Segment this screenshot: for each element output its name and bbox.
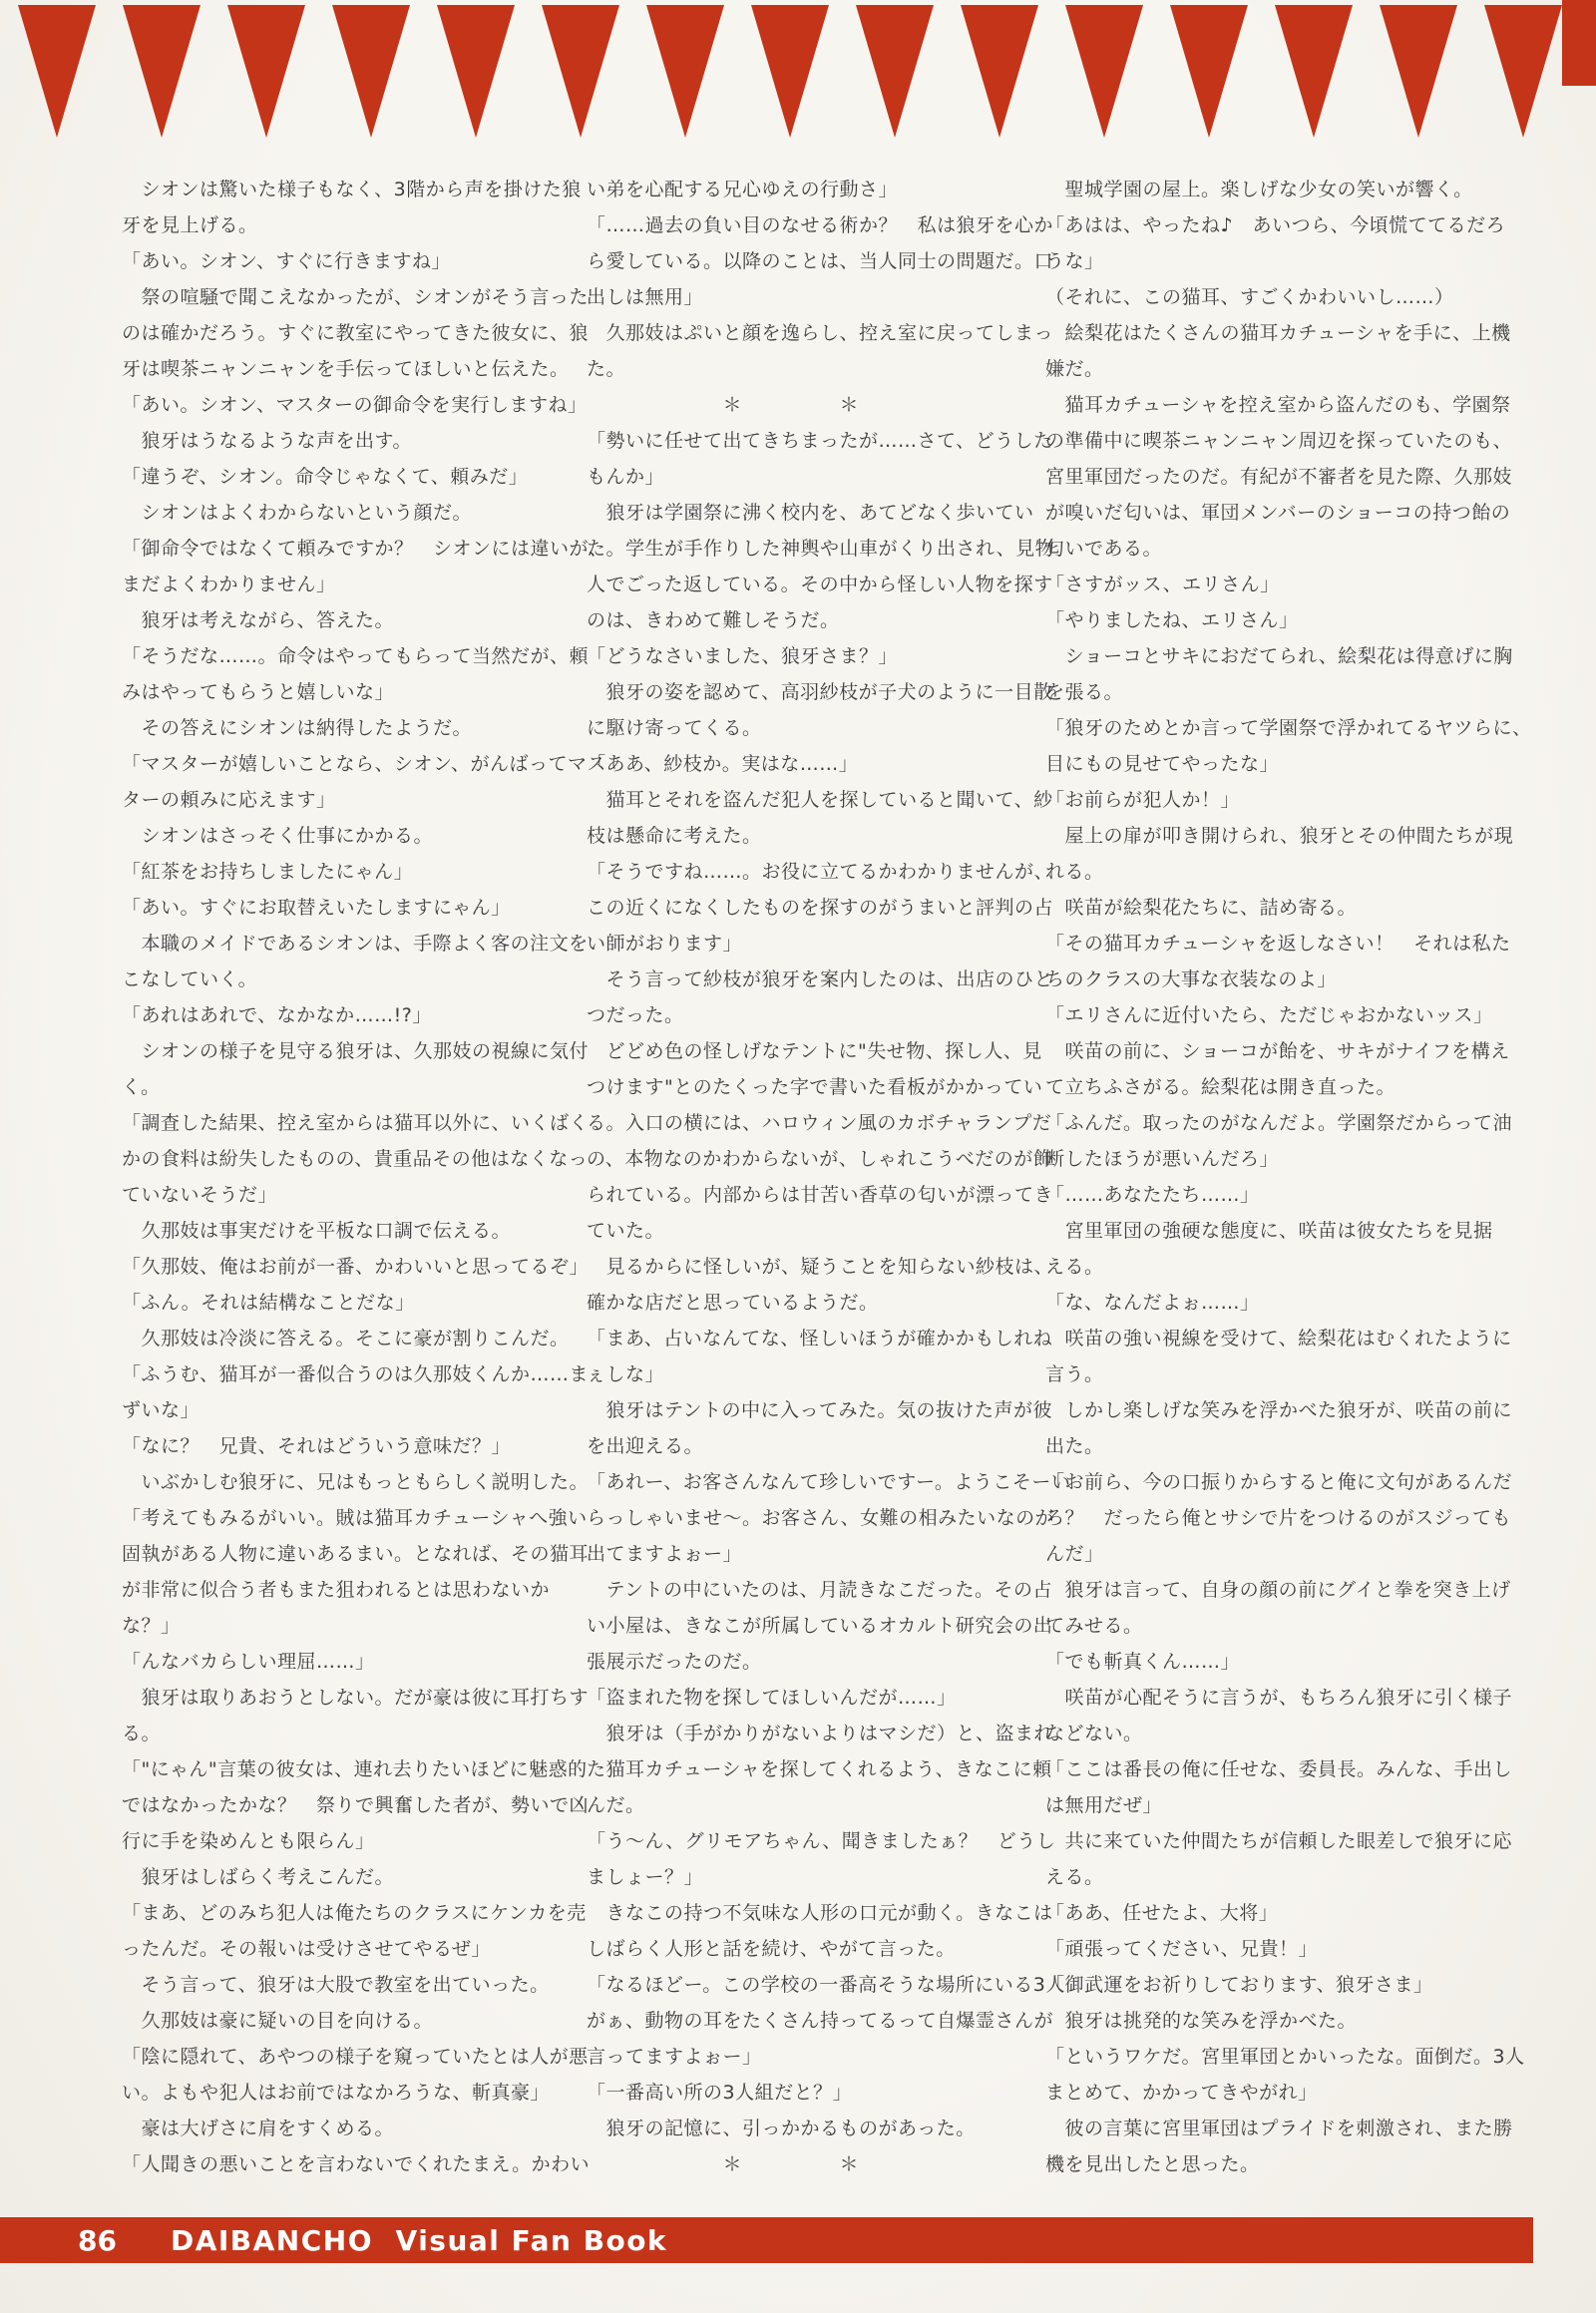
text-line: そう言って、狼牙は大股で教室を出ていった。 xyxy=(122,1974,550,1996)
text-line: のは、きわめて難しそうだ。 xyxy=(587,609,840,631)
text-line: 「あい。すぐにお取替えいたしますにゃん」 xyxy=(122,897,511,919)
pennant-triangle-icon xyxy=(1484,5,1562,138)
text-line: 狼牙は挑発的な笑みを浮かべた。 xyxy=(1045,2010,1358,2032)
text-line: 「さすがッス、エリさん」 xyxy=(1045,574,1280,595)
text-line: を出迎える。 xyxy=(587,1435,704,1457)
text-line: 「御武運をお祈りしております、狼牙さま」 xyxy=(1045,1974,1433,1996)
text-line: 行に手を染めんとも限らん」 xyxy=(122,1830,375,1852)
text-line: ましょー？」 xyxy=(587,1866,704,1888)
text-line: て立ちふさがる。絵梨花は開き直った。 xyxy=(1045,1076,1396,1098)
text-line: シオンはよくわからないという顔だ。 xyxy=(122,502,473,524)
text-line: 出しは無用」 xyxy=(587,286,704,308)
text-line: を張る。 xyxy=(1045,681,1124,703)
text-line: 「あれー、お客さんなんて珍しいですー。ようこそーい xyxy=(587,1471,1071,1493)
text-line: 「そうだな……。命令はやってもらって当然だが、頼 xyxy=(122,645,590,667)
text-line: の準備中に喫茶ニャンニャン周辺を探っていたのも、 xyxy=(1045,430,1513,452)
pennant-triangle-icon xyxy=(1380,5,1457,138)
text-column-center xyxy=(587,172,1071,2182)
text-line: が非常に似合う者もまた狙われるとは思わないか xyxy=(122,1579,551,1601)
text-line: 狼牙はしばらく考えこんだ。 xyxy=(122,1866,395,1888)
text-line: 豪は大げさに肩をすくめる。 xyxy=(122,2118,395,2139)
text-line: 共に来ていた仲間たちが信頼した眼差しで狼牙に応 xyxy=(1045,1830,1513,1852)
text-line: 「どうなさいました、狼牙さま？」 xyxy=(587,645,899,667)
text-line: 出た。 xyxy=(1045,1435,1104,1457)
text-line: その答えにシオンは納得したようだ。 xyxy=(122,717,473,739)
text-line: つだった。 xyxy=(587,1004,684,1026)
text-line: の、本物なのかわからないが、しゃれこうべだのが飾 xyxy=(587,1148,1053,1170)
text-line: ちのクラスの大事な衣装なのよ」 xyxy=(1045,968,1337,990)
text-line: ターの頼みに応えます」 xyxy=(122,789,336,811)
page-number: 86 xyxy=(78,2223,117,2257)
text-line: 「"にゃん"言葉の彼女は、連れ去りたいほどに魅惑的 xyxy=(122,1758,588,1780)
pennant-triangle-icon xyxy=(961,5,1038,138)
text-line: 「まあ、どのみち犯人は俺たちのクラスにケンカを売 xyxy=(122,1902,587,1924)
text-line: た猫耳カチューシャを探してくれるよう、きなこに頼 xyxy=(587,1758,1052,1780)
text-line: のは確かだろう。すぐに教室にやってきた彼女に、狼 xyxy=(122,322,590,344)
text-line: に駆け寄ってくる。 xyxy=(587,717,762,739)
text-line: 機を見出したと思った。 xyxy=(1045,2153,1260,2175)
text-line: などない。 xyxy=(1045,1723,1143,1744)
text-line: ら愛している。以降のことは、当人同士の問題だ。口 xyxy=(587,250,1054,272)
text-line: 久那妓はぷいと顔を逸らし、控え室に戻ってしまっ xyxy=(587,322,1054,344)
text-line: 「あれはあれで、なかなか……!?」 xyxy=(122,1004,432,1026)
text-line: この近くになくしたものを探すのがうまいと評判の占 xyxy=(587,897,1054,919)
text-line: がぁ、動物の耳をたくさん持ってるって自爆霊さんが xyxy=(587,2010,1054,2032)
text-line: 狼牙は言って、自身の顔の前にグイと拳を突き上げ xyxy=(1045,1579,1511,1601)
text-line: 狼牙の姿を認めて、高羽紗枝が子犬のように一目散 xyxy=(587,681,1053,703)
footer-bar xyxy=(0,2217,1533,2263)
text-line: 「やりましたね、エリさん」 xyxy=(1045,609,1299,631)
text-line: 「そうですね……。お役に立てるかわかりませんが、 xyxy=(587,861,1054,883)
text-line: 久那妓は事実だけを平板な口調で伝える。 xyxy=(122,1220,512,1242)
text-line: かの食料は紛失したものの、貴重品その他はなくなっ xyxy=(122,1148,589,1170)
text-line: 見るからに怪しいが、疑うことを知らない紗枝は、 xyxy=(587,1256,1054,1278)
text-line: ていないそうだ」 xyxy=(122,1184,278,1206)
text-line: しかし楽しげな笑みを浮かべた狼牙が、咲苗の前に xyxy=(1045,1399,1513,1421)
pennant-triangle-icon xyxy=(542,5,619,138)
text-line: 咲苗が絵梨花たちに、詰め寄る。 xyxy=(1045,897,1358,919)
text-line: どどめ色の怪しげなテントに"失せ物、探し人、見 xyxy=(587,1040,1042,1062)
pennant-triangle-icon xyxy=(646,5,724,138)
text-line: しばらく人形と話を続け、やがて言った。 xyxy=(587,1938,956,1960)
text-line: た。学生が手作りした神輿や山車がくり出され、見物 xyxy=(587,538,1055,560)
text-line: 「ふんだ。取ったのがなんだよ。学園祭だからって油 xyxy=(1045,1112,1513,1134)
text-line: 「なるほどー。この学校の一番高そうな場所にいる3人 xyxy=(587,1974,1065,1996)
text-line: 「狼牙のためとか言って学園祭で浮かれてるヤツらに、 xyxy=(1045,717,1532,739)
text-line: んだ」 xyxy=(1045,1543,1104,1565)
text-line: そう言って紗枝が狼牙を案内したのは、出店のひと xyxy=(587,968,1054,990)
text-line: ていた。 xyxy=(587,1220,665,1242)
pennant-triangle-icon xyxy=(1170,5,1248,138)
text-line: 張展示だったのだ。 xyxy=(587,1651,762,1673)
text-line: 「ふうむ、猫耳が一番似合うのは久那妓くんか……ま xyxy=(122,1363,590,1385)
text-line: ＊ ＊ xyxy=(587,2153,860,2175)
text-line: 「まあ、占いなんてな、怪しいほうが確かかもしれね xyxy=(587,1328,1053,1349)
text-line: 咲苗の強い視線を受けて、絵梨花はむくれたように xyxy=(1045,1328,1512,1349)
text-line: いぶかしむ狼牙に、兄はもっともらしく説明した。 xyxy=(122,1471,590,1493)
text-line: 固執がある人物に違いあるまい。となれば、その猫耳 xyxy=(122,1543,590,1565)
text-line: 「あい。シオン、マスターの御命令を実行しますね」 xyxy=(122,394,588,416)
text-line: 「違うぞ、シオン。命令じゃなくて、頼みだ」 xyxy=(122,466,529,488)
text-line: 祭の喧騒で聞こえなかったが、シオンがそう言った xyxy=(122,286,590,308)
text-line: ったんだ。その報いは受けさせてやるぜ」 xyxy=(122,1938,491,1960)
text-line: 屋上の扉が叩き開けられ、狼牙とその仲間たちが現 xyxy=(1045,825,1514,847)
text-line: 断したほうが悪いんだろ」 xyxy=(1045,1148,1280,1170)
text-line: 狼牙は考えながら、答えた。 xyxy=(122,609,395,631)
text-line: 「お前ら、今の口振りからすると俺に文句があるんだ xyxy=(1045,1471,1513,1493)
text-line: 「エリさんに近付いたら、ただじゃおかないッス」 xyxy=(1045,1004,1493,1026)
text-line: 「……あなたたち……」 xyxy=(1045,1184,1260,1206)
text-line: 咲苗の前に、ショーコが飴を、サキがナイフを構え xyxy=(1045,1040,1510,1062)
text-line: 「盗まれた物を探してほしいんだが……」 xyxy=(587,1687,957,1709)
text-line: 「な、なんだよぉ……」 xyxy=(1045,1292,1260,1314)
text-line: うな」 xyxy=(1045,250,1104,272)
text-line: 人でごった返している。その中から怪しい人物を探す xyxy=(587,574,1053,595)
pennant-triangle-icon xyxy=(1065,5,1143,138)
text-line: シオンは驚いた様子もなく、3階から声を掛けた狼 xyxy=(122,179,582,200)
text-line: 「んなバカらしい理屈……」 xyxy=(122,1651,375,1673)
text-line: 「考えてもみるがいい。賊は猫耳カチューシャへ強い xyxy=(122,1507,588,1529)
text-column-right xyxy=(1045,172,1532,2182)
text-line: 狼牙は（手がかりがないよりはマシだ）と、盗まれ xyxy=(587,1723,1054,1744)
text-line: 「調査した結果、控え室からは猫耳以外に、いくばく xyxy=(122,1112,590,1134)
pennant-triangle-icon xyxy=(227,5,305,138)
text-line: る。入口の横には、ハロウィン風のカボチャランプだ xyxy=(587,1112,1052,1134)
text-line: られている。内部からは甘苦い香草の匂いが漂ってき xyxy=(587,1184,1054,1206)
text-line: まだよくわかりません」 xyxy=(122,574,336,595)
text-line: は無用だぜ」 xyxy=(1045,1794,1163,1816)
text-line: 「……過去の負い目のなせる術か？ 私は狼牙を心か xyxy=(587,214,1054,236)
text-line: つけます"とのたくった字で書いた看板がかかってい xyxy=(587,1076,1043,1098)
text-line: 狼牙はテントの中に入ってみた。気の抜けた声が彼 xyxy=(587,1399,1053,1421)
text-line: 絵梨花はたくさんの猫耳カチューシャを手に、上機 xyxy=(1045,322,1511,344)
text-line: らっしゃいませ～。お客さん、女難の相みたいなのが xyxy=(587,1507,1055,1529)
text-line: れる。 xyxy=(1045,861,1104,883)
text-line: んだ。 xyxy=(587,1794,645,1816)
text-line: 「一番高い所の3人組だと？」 xyxy=(587,2082,853,2104)
text-line: 狼牙は取りあおうとしない。だが豪は彼に耳打ちす xyxy=(122,1687,590,1709)
text-line: ショーコとサキにおだてられ、絵梨花は得意げに胸 xyxy=(1045,645,1513,667)
text-line: 「マスターが嬉しいことなら、シオン、がんばってマス xyxy=(122,753,606,775)
text-line: 匂いである。 xyxy=(1045,538,1163,560)
text-line: 枝は懸命に考えた。 xyxy=(587,825,762,847)
text-line: 咲苗が心配そうに言うが、もちろん狼牙に引く様子 xyxy=(1045,1687,1513,1709)
text-line: 彼の言葉に宮里軍団はプライドを刺激され、また勝 xyxy=(1045,2118,1513,2139)
text-line: 「人聞きの悪いことを言わないでくれたまえ。かわい xyxy=(122,2153,591,2175)
text-line: 「陰に隠れて、あやつの様子を窺っていたとは人が悪 xyxy=(122,2046,589,2068)
text-line: 「ああ、紗枝か。実はな……」 xyxy=(587,753,859,775)
pennant-triangle-icon xyxy=(18,5,96,138)
text-line: な？」 xyxy=(122,1615,181,1637)
text-line: （それに、この猫耳、すごくかわいいし……） xyxy=(1045,286,1454,308)
text-line: 「ふん。それは結構なことだな」 xyxy=(122,1292,415,1314)
text-line: 「う～ん、グリモアちゃん、聞きましたぁ？ どうし xyxy=(587,1830,1056,1852)
text-line: 「紅茶をお持ちしましたにゃん」 xyxy=(122,861,414,883)
text-line: 目にもの見せてやったな」 xyxy=(1045,753,1280,775)
text-line: える。 xyxy=(1045,1866,1104,1888)
text-line: 聖城学園の屋上。楽しげな少女の笑いが響く。 xyxy=(1045,179,1473,200)
pennant-banner xyxy=(18,5,1562,138)
text-line: 「なに？ 兄貴、それはどういう意味だ？」 xyxy=(122,1435,512,1457)
text-line: 言う。 xyxy=(1045,1363,1104,1385)
text-line: 「あい。シオン、すぐに行きますね」 xyxy=(122,250,451,272)
text-line: い弟を心配する兄心ゆえの行動さ」 xyxy=(587,179,899,200)
text-line: い師がおります」 xyxy=(587,933,743,955)
text-line: テントの中にいたのは、月読きなこだった。その占 xyxy=(587,1579,1053,1601)
text-line: 牙は喫茶ニャンニャンを手伝ってほしいと伝えた。 xyxy=(122,358,570,380)
text-line: 狼牙は学園祭に沸く校内を、あてどなく歩いてい xyxy=(587,502,1034,524)
text-line: 「ああ、任せたよ、大将」 xyxy=(1045,1902,1279,1924)
text-line: 確かな店だと思っているようだ。 xyxy=(587,1292,879,1314)
text-line: 「久那妓、俺はお前が一番、かわいいと思ってるぞ」 xyxy=(122,1256,590,1278)
text-line: 「ここは番長の俺に任せな、委員長。みんな、手出し xyxy=(1045,1758,1513,1780)
text-line: 猫耳とそれを盗んだ犯人を探していると聞いて、紗 xyxy=(587,789,1053,811)
text-line: 「あはは、やったね♪ あいつら、今頃慌ててるだろ xyxy=(1045,214,1506,236)
text-line: ずいな」 xyxy=(122,1399,200,1421)
text-line: ろ？ だったら俺とサシで片をつけるのがスジっても xyxy=(1045,1507,1512,1529)
text-line: 「その猫耳カチューシャを返しなさい！ それは私た xyxy=(1045,933,1511,955)
text-line: みはやってもらうと嬉しいな」 xyxy=(122,681,395,703)
text-line: もんか」 xyxy=(587,466,665,488)
text-line: シオンの様子を見守る狼牙は、久那妓の視線に気付 xyxy=(122,1040,590,1062)
text-line: ではなかったかな？ 祭りで興奮した者が、勢いで凶 xyxy=(122,1794,590,1816)
text-line: い小屋は、きなこが所属しているオカルト研究会の出 xyxy=(587,1615,1053,1637)
text-line: 猫耳カチューシャを控え室から盗んだのも、学園祭 xyxy=(1045,394,1511,416)
text-line: 久那妓は豪に疑いの目を向ける。 xyxy=(122,2010,434,2032)
text-line: が嗅いだ匂いは、軍団メンバーのショーコの持つ飴の xyxy=(1045,502,1511,524)
text-line: てみせる。 xyxy=(1045,1615,1143,1637)
text-line: 久那妓は冷淡に答える。そこに豪が割りこんだ。 xyxy=(122,1328,570,1349)
text-line: まとめて、かかってきやがれ」 xyxy=(1045,2082,1318,2104)
text-line: ぇしな」 xyxy=(587,1363,665,1385)
text-line: 嫌だ。 xyxy=(1045,358,1104,380)
text-line: く。 xyxy=(122,1076,161,1098)
pennant-triangle-icon xyxy=(1275,5,1353,138)
text-line: シオンはさっそく仕事にかかる。 xyxy=(122,825,434,847)
footer-title: DAIBANCHO Visual Fan Book xyxy=(170,2223,668,2257)
text-column-left xyxy=(122,172,608,2182)
corner-red-block xyxy=(1562,0,1596,86)
pennant-triangle-icon xyxy=(751,5,829,138)
text-line: 牙を見上げる。 xyxy=(122,214,258,236)
text-line: 「勢いに任せて出てきちまったが……さて、どうした xyxy=(587,430,1053,452)
text-line: 「御命令ではなくて頼みですか？ シオンには違いが、 xyxy=(122,538,608,560)
text-line: える。 xyxy=(1045,1256,1104,1278)
text-line: 狼牙はうなるような声を出す。 xyxy=(122,430,412,452)
text-line: 宮里軍団だったのだ。有紀が不審者を見た際、久那妓 xyxy=(1045,466,1513,488)
pennant-triangle-icon xyxy=(123,5,200,138)
text-line: 「というワケだ。宮里軍団とかいったな。面倒だ。3人 xyxy=(1045,2046,1525,2068)
text-line: 本職のメイドであるシオンは、手際よく客の注文を xyxy=(122,933,589,955)
text-line: 言ってますよぉー」 xyxy=(587,2046,762,2068)
text-line: い。よもや犯人はお前ではなかろうな、斬真豪」 xyxy=(122,2082,551,2104)
text-line: 「お前らが犯人か！」 xyxy=(1045,789,1241,811)
text-line: 「でも斬真くん……」 xyxy=(1045,1651,1241,1673)
text-line: 狼牙の記憶に、引っかかるものがあった。 xyxy=(587,2118,976,2139)
text-line: 出てますよぉー」 xyxy=(587,1543,743,1565)
text-line: る。 xyxy=(122,1723,162,1744)
pennant-triangle-icon xyxy=(856,5,934,138)
pennant-triangle-icon xyxy=(332,5,410,138)
text-line: きなこの持つ不気味な人形の口元が動く。きなこは xyxy=(587,1902,1053,1924)
text-line: 「頑張ってください、兄貴！」 xyxy=(1045,1938,1319,1960)
text-line: こなしていく。 xyxy=(122,968,258,990)
text-line: 宮里軍団の強硬な態度に、咲苗は彼女たちを見据 xyxy=(1045,1220,1493,1242)
text-line: た。 xyxy=(587,358,626,380)
pennant-triangle-icon xyxy=(437,5,515,138)
text-line: ＊ ＊ xyxy=(587,394,860,416)
